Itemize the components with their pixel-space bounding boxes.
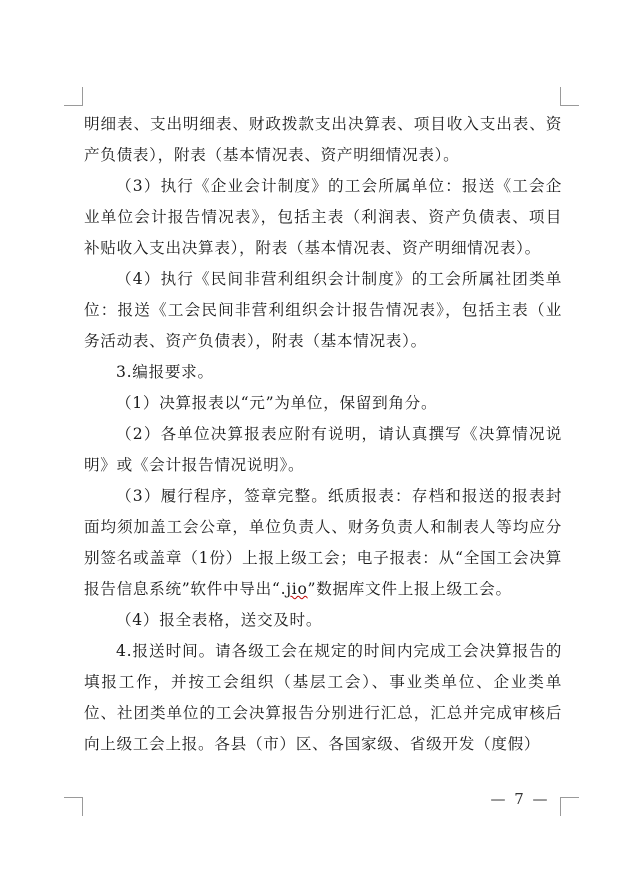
paragraph-8: （4）报全表格，送交及时。 [116, 611, 323, 629]
paragraph-4: 3.编报要求。 [116, 363, 214, 381]
crop-mark-top-right [560, 87, 579, 106]
document-body [84, 109, 562, 760]
paragraph-3: （4）执行《民间非营利组织会计制度》的工会所属社团类单位：报送《工会民间非营利组织会计报告情况表》，包括主表（业务活动表、资产负债表），附表（基本情况表）。 [84, 270, 562, 350]
paragraph-5: （1）决算报表以“元”为单位，保留到角分。 [116, 394, 438, 412]
paragraph-7 [84, 481, 562, 605]
paragraph-1: 明细表、支出明细表、财政拨款支出决算表、项目收入支出表、资产负债表），附表（基本情况表、资产明细情况表）。 [84, 115, 562, 164]
spellcheck-marked-word: jio [286, 580, 308, 598]
crop-mark-bottom-right [560, 797, 579, 816]
paragraph-9: 4.报送时间。请各级工会在规定的时间内完成工会决算报告的填报工作，并按工会组织（基层工会）、事业类单位、企业类单位、社团类单位的工会决算报告分别进行汇总，汇总并完成审核后向上级工会上报。各县（市）区、各国家级、省级开发（度假） [84, 642, 562, 753]
paragraph-7-text-after: ”数据库文件上报上级工会。 [307, 580, 512, 598]
paragraph-6: （2）各单位决算报表应附有说明，请认真撰写《决算情况说明》或《会计报告情况说明》。 [84, 425, 562, 474]
crop-mark-top-left [64, 87, 83, 106]
page-number: — 7 — [490, 790, 550, 808]
paragraph-7-text-before: （3）履行程序，签章完整。纸质报表：存档和报送的报表封面均须加盖工会公章，单位负责人、财务负责人和制表人等均应分别签名或盖章（1份）上报上级工会；电子报表：从“全国工会决算报告信息系统”软件中导出“. [84, 487, 562, 598]
paragraph-2: （3）执行《企业会计制度》的工会所属单位：报送《工会企业单位会计报告情况表》，包括主表（利润表、资产负债表、项目补贴收入支出决算表），附表（基本情况表、资产明细情况表）。 [84, 177, 562, 257]
crop-mark-bottom-left [64, 797, 83, 816]
